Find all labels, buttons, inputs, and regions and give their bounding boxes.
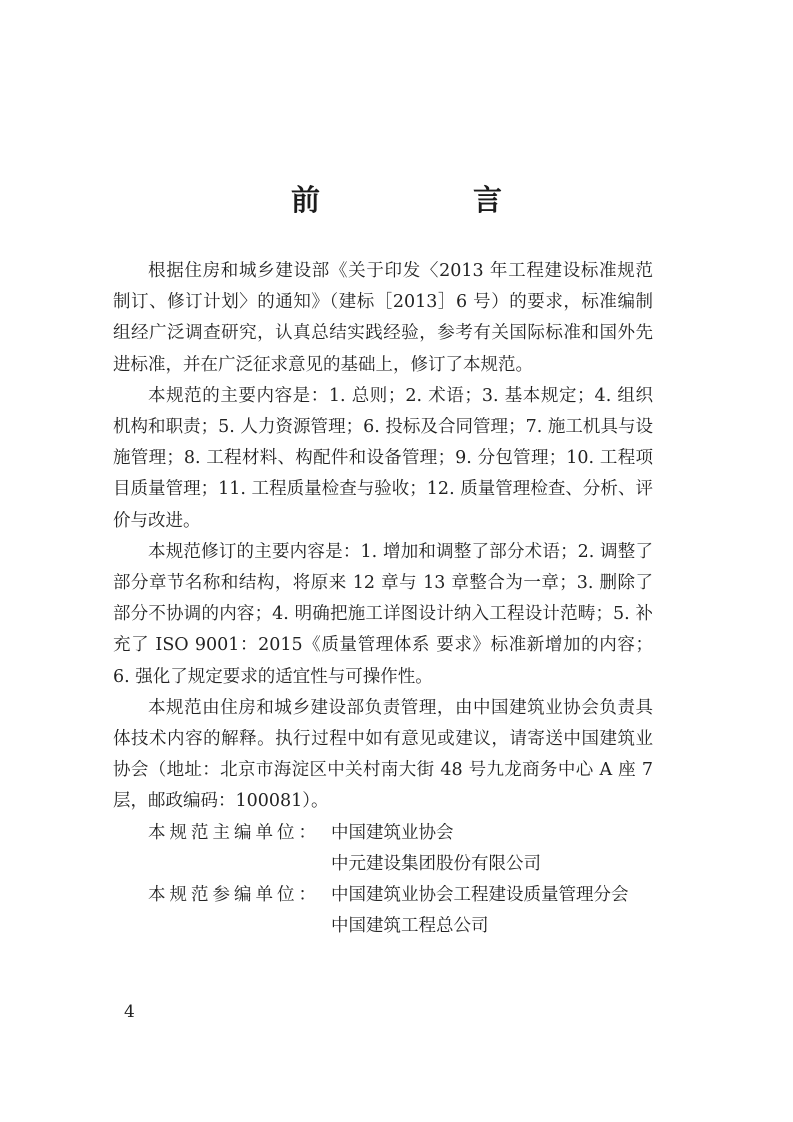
participating-units-list (331, 880, 653, 942)
participating-unit-name: 中国建筑业协会工程建设质量管理分会 (331, 885, 629, 906)
paragraph-management: 本规范由住房和城乡建设部负责管理，由中国建筑业协会负责具体技术内容的解释。执行过程中如有意见或建议，请寄送中国建筑业协会（地址：北京市海淀区中关村南大街 48 号九龙商务中心 A 座 7 层，邮政编码：100081）。 (113, 697, 653, 812)
chief-units-label: 本规范主编单位： (148, 822, 320, 843)
chief-unit-name: 中元建设集团股份有限公司 (331, 853, 541, 874)
chief-unit-name: 中国建筑业协会 (331, 822, 454, 843)
paragraph-revision-contents: 本规范修订的主要内容是：1. 增加和调整了部分术语；2. 调整了部分章节名称和结构，将原来 12 章与 13 章整合为一章；3. 删除了部分不协调的内容；4. 明确把施工详图设计纳入工程设计范畴；5. 补充了 ISO 9001：2015《质量管理体系 要求》标准新增加的内容；6. 强化了规定要求的适宜性与可操作性。 (113, 541, 653, 687)
chief-units-list (331, 818, 653, 880)
preface-body (113, 256, 653, 942)
chief-units-block (113, 818, 653, 880)
paragraph-main-contents: 本规范的主要内容是：1. 总则；2. 术语；3. 基本规定；4. 组织机构和职责；5. 人力资源管理；6. 投标及合同管理；7. 施工机具与设施管理；8. 工程材料、构配件和设备管理；9. 分包管理；10. 工程项目质量管理；11. 工程质量检查与验收；12. 质量管理检查、分析、评价与改进。 (113, 385, 653, 531)
participating-units-block (113, 880, 653, 942)
page-number: 4 (124, 1002, 135, 1022)
page-title: 前 言 (290, 183, 564, 217)
participating-unit-name: 中国建筑工程总公司 (331, 916, 489, 937)
participating-units-label: 本规范参编单位： (148, 885, 320, 906)
paragraph-revision-basis: 根据住房和城乡建设部《关于印发〈2013 年工程建设标准规范制订、修订计划〉的通知》（建标［2013］6 号）的要求，标准编制组经广泛调查研究，认真总结实践经验，参考有关国际标准和国外先进标准，并在广泛征求意见的基础上，修订了本规范。 (113, 261, 653, 375)
